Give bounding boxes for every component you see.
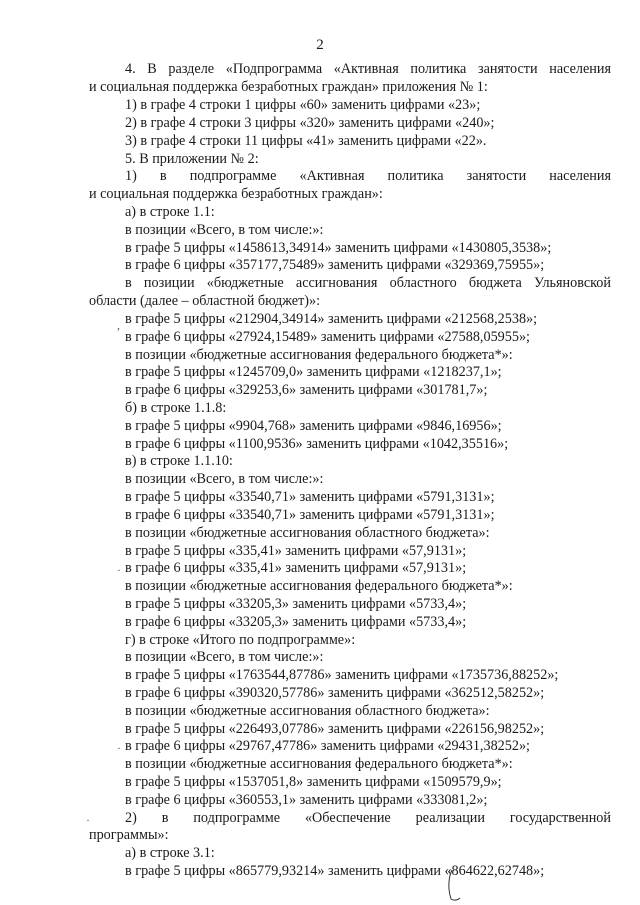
list-item: б) в строке 1.1.8: [125,400,227,416]
paragraph-line: 1) в подпрограмме «Активная политика занятости населения [125,168,611,184]
list-item: в графе 5 цифры «9904,768» заменить цифрами «9846,16956»; [125,418,502,434]
list-item: в позиции «Всего, в том числе:»: [125,649,324,665]
list-item: в графе 6 цифры «357177,75489» заменить цифрами «329369,75955»; [125,257,545,273]
list-item: 1) в графе 4 строки 1 цифры «60» заменить цифрами «23»; [125,97,481,113]
scan-mark: · [117,563,121,577]
list-item: в графе 6 цифры «27924,15489» заменить цифрами «27588,05955»; [125,329,530,345]
paragraph-line: и социальная поддержка безработных граждан» приложения № 1: [89,79,488,95]
list-item: в графе 5 цифры «865779,93214» заменить цифрами «864622,62748»; [125,863,545,879]
paragraph-line: области (далее – областной бюджет)»: [89,293,321,309]
list-item: в графе 5 цифры «335,41» заменить цифрами «57,9131»; [125,543,467,559]
list-item: в позиции «Всего, в том числе:»: [125,471,324,487]
list-item: в графе 6 цифры «360553,1» заменить цифрами «333081,2»; [125,792,488,808]
list-item: 2) в графе 4 строки 3 цифры «320» заменить цифрами «240»; [125,115,495,131]
paragraph-line: программы»: [89,827,169,843]
list-item: в позиции «бюджетные ассигнования федерального бюджета*»: [125,756,513,772]
list-item: в графе 6 цифры «33205,3» заменить цифрами «5733,4»; [125,614,467,630]
list-item: в графе 5 цифры «33540,71» заменить цифрами «5791,3131»; [125,489,495,505]
list-item: в графе 5 цифры «1458613,34914» заменить цифрами «1430805,3538»; [125,240,552,256]
scan-mark: · [86,813,90,827]
page-number: 2 [316,37,324,53]
list-item: в графе 5 цифры «226493,07786» заменить цифрами «226156,98252»; [125,721,545,737]
handwritten-mark [444,868,464,902]
list-item: а) в строке 1.1: [125,204,215,220]
list-item: в позиции «бюджетные ассигнования областного бюджета»: [125,703,490,719]
list-item: в графе 6 цифры «329253,6» заменить цифрами «301781,7»; [125,382,488,398]
section-heading: 5. В приложении № 2: [125,151,259,167]
list-item: г) в строке «Итого по подпрограмме»: [125,632,356,648]
scan-mark: , [117,318,120,332]
list-item: в позиции «Всего, в том числе:»: [125,222,324,238]
list-item: в позиции «бюджетные ассигнования областного бюджета»: [125,525,490,541]
list-item: в графе 5 цифры «1763544,87786» заменить цифрами «1735736,88252»; [125,667,559,683]
list-item: в позиции «бюджетные ассигнования федерального бюджета*»: [125,347,513,363]
list-item: 3) в графе 4 строки 11 цифры «41» заменить цифрами «22». [125,133,487,149]
paragraph-line: и социальная поддержка безработных граждан»: [89,186,383,202]
list-item: в графе 5 цифры «1537051,8» заменить цифрами «1509579,9»; [125,774,502,790]
paragraph-line: в позиции «бюджетные ассигнования областного бюджета Ульяновской [125,275,611,291]
list-item: в графе 5 цифры «33205,3» заменить цифрами «5733,4»; [125,596,467,612]
list-item: а) в строке 3.1: [125,845,215,861]
list-item: в графе 6 цифры «390320,57786» заменить цифрами «362512,58252»; [125,685,545,701]
list-item: в графе 5 цифры «212904,34914» заменить цифрами «212568,2538»; [125,311,538,327]
list-item: в позиции «бюджетные ассигнования федерального бюджета*»: [125,578,513,594]
scan-mark: · [117,741,121,755]
list-item: в графе 6 цифры «29767,47786» заменить цифрами «29431,38252»; [125,738,530,754]
list-item: в графе 5 цифры «1245709,0» заменить цифрами «1218237,1»; [125,364,502,380]
list-item: в) в строке 1.1.10: [125,453,233,469]
paragraph-line: 2) в подпрограмме «Обеспечение реализации государственной [125,810,611,826]
list-item: в графе 6 цифры «33540,71» заменить цифрами «5791,3131»; [125,507,495,523]
list-item: в графе 6 цифры «1100,9536» заменить цифрами «1042,35516»; [125,436,509,452]
list-item: в графе 6 цифры «335,41» заменить цифрами «57,9131»; [125,560,467,576]
paragraph-line: 4. В разделе «Подпрограмма «Активная политика занятости населения [125,61,611,77]
